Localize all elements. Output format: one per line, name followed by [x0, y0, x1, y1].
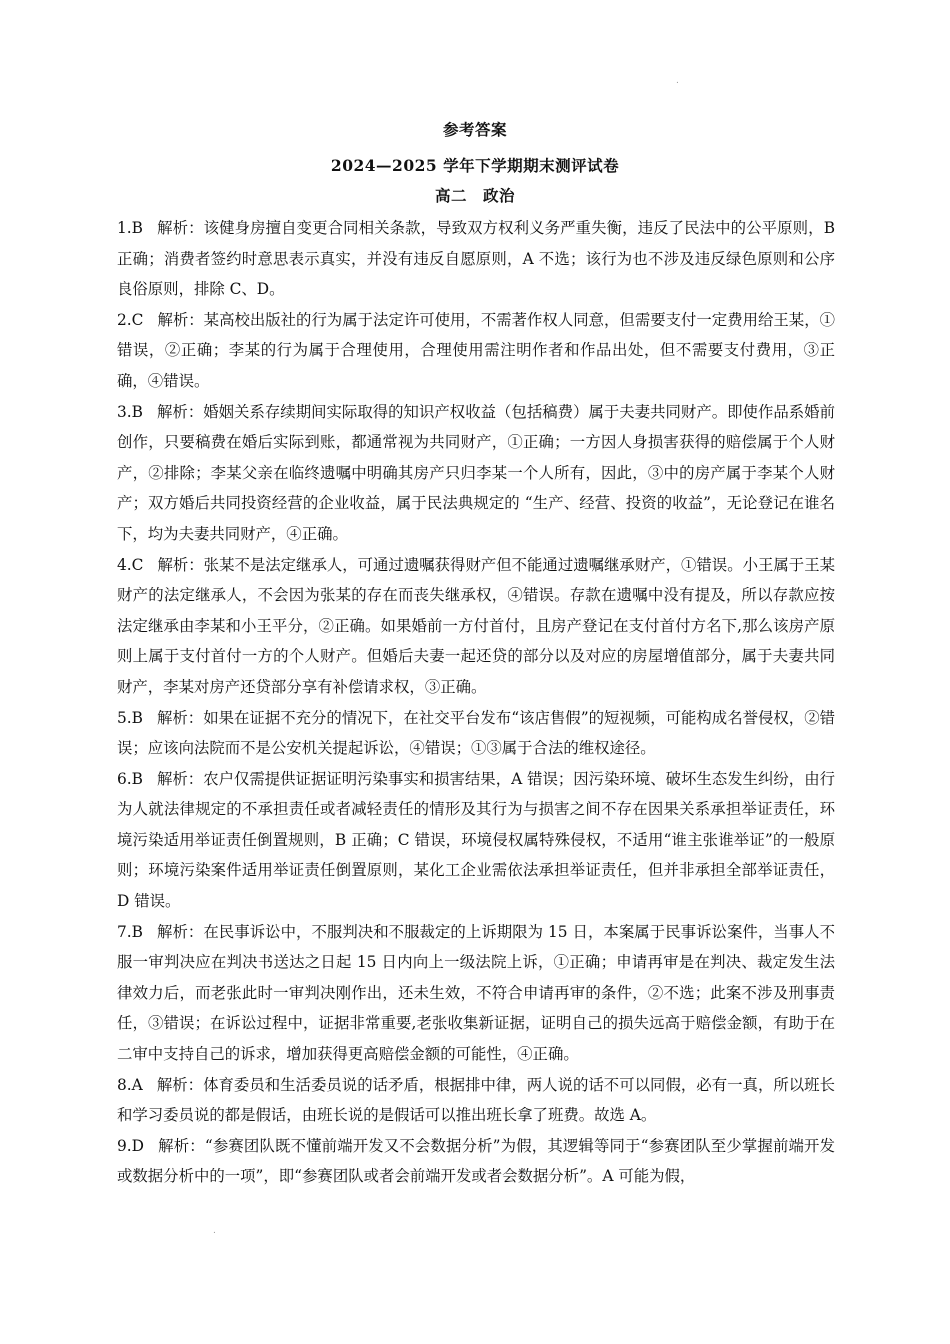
answer-number: 9.D — [117, 1136, 145, 1155]
answer-number: 5.B — [117, 708, 143, 727]
answer-text: 解析：某高校出版社的行为属于法定许可使用，不需著作权人同意，但需要支付一定费用给王某，①错误，②正确；李某的行为属于合理使用，合理使用需注明作者和作品出处，但不需要支付费用，③正确，④错误。 — [117, 310, 835, 390]
answer-number: 3.B — [117, 402, 143, 421]
answer-text: 解析：“参赛团队既不懂前端开发又不会数据分析”为假，其逻辑等同于“参赛团队至少掌握前端开发或数据分析中的一项”，即“参赛团队或者会前端开发或者会数据分析”。A 可能为假， — [117, 1136, 835, 1186]
document-title: 参考答案 — [442, 120, 507, 139]
subject-title: 高二 政治 — [434, 186, 515, 205]
answer-number: 6.B — [117, 769, 143, 788]
answer-number: 8.A — [117, 1075, 143, 1094]
answer-text: 解析：在民事诉讼中，不服判决和不服裁定的上诉期限为 15 日，本案属于民事诉讼案件，当事人不服一审判决应在判决书送达之日起 15 日内向上一级法院上诉，①正确；申请再审是在判决、裁定发生法律效力后，而老张此时一审判决刚作出，还未生效，不符合申请再审的条件，②不选；此案不涉及刑事责任，③错误；在诉讼过程中，证据非常重要,老张收集新证据，证明自己的损失远高于赔偿金额，有助于在二审中支持自己的诉求，增加获得更高赔偿金额的可能性，④正确。 — [117, 922, 835, 1064]
answer-item — [117, 397, 835, 550]
answer-number: 2.C — [117, 310, 144, 329]
answer-text: 解析：婚姻关系存续期间实际取得的知识产权收益（包括稿费）属于夫妻共同财产。即使作品系婚前创作，只要稿费在婚后实际到账，都通常视为共同财产，①正确；一方因人身损害获得的赔偿属于个人财产，②排除；李某父亲在临终遗嘱中明确其房产只归李某一个人所有，因此，③中的房产属于李某个人财产；双方婚后共同投资经营的企业收益，属于民法典规定的 “生产、经营、投资的收益”，无论登记在谁名下，均为夫妻共同财产，④正确。 — [117, 402, 835, 543]
exam-title: 2024—2025 学年下学期期末测评试卷 — [330, 156, 620, 175]
answer-item — [117, 305, 835, 397]
answer-text: 解析：张某不是法定继承人，可通过遗嘱获得财产但不能通过遗嘱继承财产，①错误。小王属于王某财产的法定继承人，不会因为张某的存在而丧失继承权，④错误。存款在遗嘱中没有提及，所以存款应按法定继承由李某和小王平分，②正确。如果婚前一方付首付，且房产登记在支付首付方名下,那么该房产原则上属于支付首付一方的个人财产。但婚后夫妻一起还贷的部分以及对应的房屋增值部分，属于夫妻共同财产，李某对房产还贷部分享有补偿请求权，③正确。 — [117, 555, 835, 696]
answer-item — [117, 213, 835, 305]
answer-item — [117, 550, 835, 703]
answer-number: 4.C — [117, 555, 144, 574]
answer-item — [117, 1131, 835, 1192]
answer-text: 解析：体育委员和生活委员说的话矛盾，根据排中律，两人说的话不可以同假，必有一真，所以班长和学习委员说的都是假话，由班长说的是假话可以推出班长拿了班费。故选 A。 — [117, 1075, 835, 1125]
answer-item — [117, 764, 835, 917]
scan-dot: . — [213, 1226, 216, 1236]
answer-number: 1.B — [117, 219, 143, 237]
answer-number: 7.B — [117, 922, 143, 941]
answer-item — [117, 703, 835, 764]
answer-text: 解析：如果在证据不充分的情况下，在社交平台发布“该店售假”的短视频，可能构成名誉侵权，②错误；应该向法院而不是公安机关提起诉讼，④错误；①③属于合法的维权途径。 — [117, 708, 835, 758]
answer-text: 解析：农户仅需提供证据证明污染事实和损害结果，A 错误；因污染环境、破坏生态发生纠纷，由行为人就法律规定的不承担责任或者减轻责任的情形及其行为与损害之间不存在因果关系承担举证责任，环境污染适用举证责任倒置规则，B 正确；C 错误，环境侵权属特殊侵权，不适用“谁主张谁举证”的一般原则；环境污染案件适用举证责任倒置原则，某化工企业需依法承担举证责任，但并非承担全部举证责任，D 错误。 — [117, 769, 835, 911]
answer-item — [117, 917, 835, 1070]
scan-dot: . — [676, 76, 679, 86]
answer-list — [117, 213, 835, 1192]
answer-item — [117, 1070, 835, 1131]
answer-text: 解析：该健身房擅自变更合同相关条款，导致双方权利义务严重失衡，违反了民法中的公平原则，B 正确；消费者签约时意思表示真实，并没有违反自愿原则，A 不选；该行为也不涉及违反绿色原则和公序良俗原则，排除 C、D。 — [117, 219, 835, 299]
